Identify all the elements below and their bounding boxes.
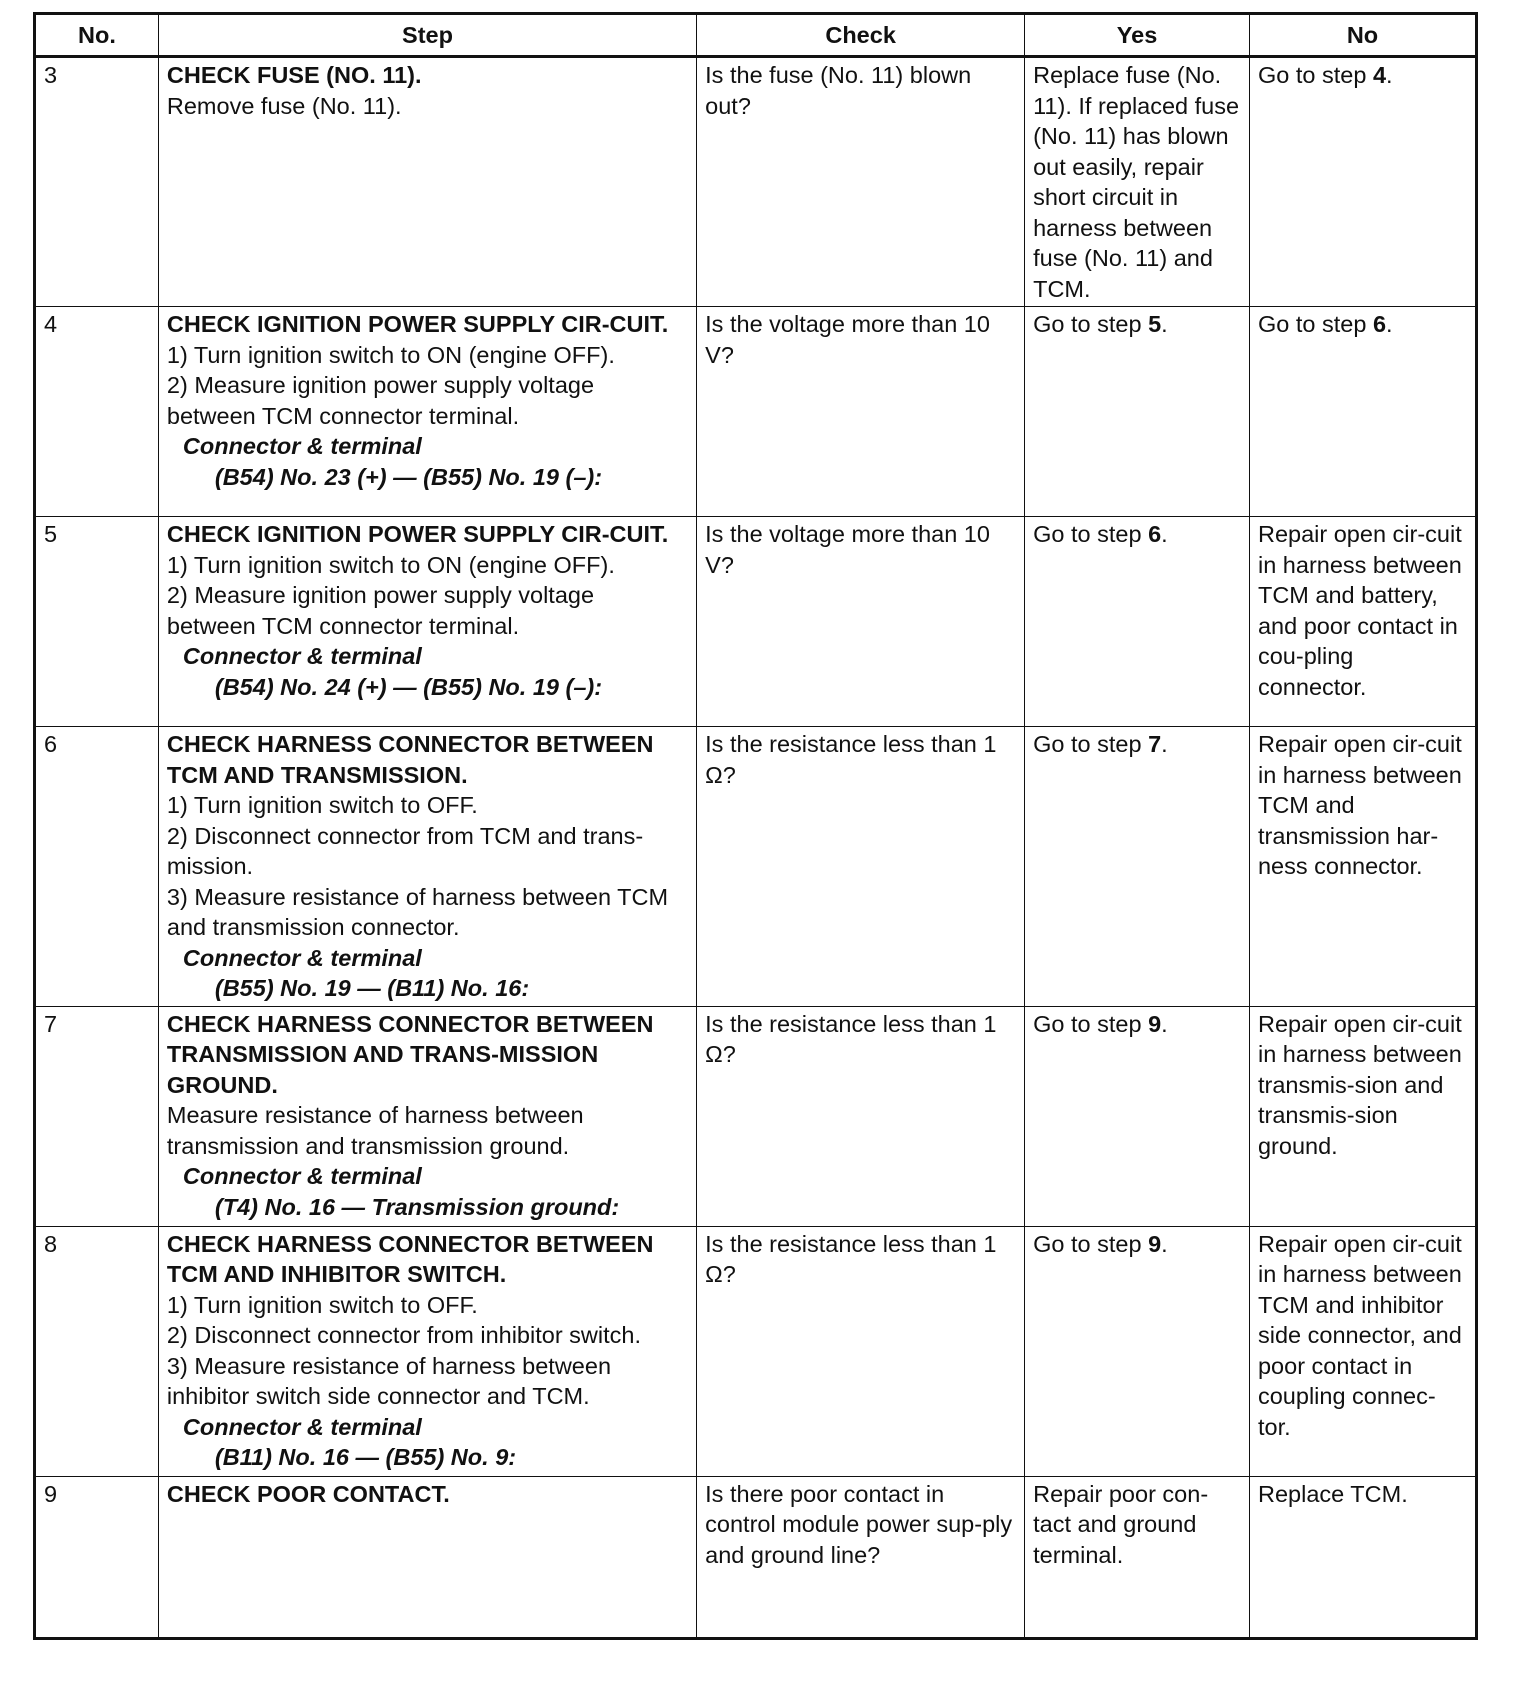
step-instruction: 2) Measure ignition power supply voltage between TCM connector terminal. bbox=[166, 372, 595, 429]
step-cell bbox=[158, 517, 696, 727]
connector-value: (B11) No. 16 — (B55) No. 9: bbox=[214, 1444, 517, 1470]
step-instruction: 2) Disconnect connector from inhibitor switch. bbox=[166, 1322, 641, 1348]
goto-text: Go to step bbox=[1257, 62, 1373, 88]
connector-label: Connector & terminal bbox=[182, 1413, 422, 1440]
header-no: No. bbox=[35, 14, 159, 57]
goto-step: 9 bbox=[1148, 1230, 1162, 1257]
connector-value: (B54) No. 24 (+) — (B55) No. 19 (–): bbox=[214, 673, 603, 700]
step-title: CHECK IGNITION POWER SUPPLY CIR-CUIT. bbox=[166, 521, 669, 547]
step-title: CHECK HARNESS CONNECTOR BETWEEN TCM AND TRANSMISSION. bbox=[166, 731, 654, 788]
step-instruction: 1) Turn ignition switch to OFF. bbox=[166, 792, 478, 818]
connector-value: (T4) No. 16 — Transmission ground: bbox=[214, 1193, 620, 1220]
check-cell: Is the resistance less than 1 Ω? bbox=[697, 1226, 1025, 1476]
table-row bbox=[35, 1476, 1477, 1638]
step-title: CHECK POOR CONTACT. bbox=[166, 1480, 450, 1507]
step-instruction: 1) Turn ignition switch to ON (engine OFF). bbox=[166, 341, 615, 368]
row-number: 7 bbox=[35, 1006, 159, 1226]
no-cell: Repair open cir-cuit in harness between TCM and transmission har-ness connector. bbox=[1249, 727, 1476, 1007]
yes-cell: Go to step 6. bbox=[1025, 517, 1250, 727]
goto-text: Go to step bbox=[1033, 1010, 1149, 1037]
table-row bbox=[35, 517, 1477, 727]
goto-step: 5 bbox=[1148, 311, 1162, 337]
row-number: 4 bbox=[35, 307, 159, 517]
connector-label: Connector & terminal bbox=[182, 643, 422, 669]
table-row bbox=[35, 1226, 1477, 1476]
yes-cell: Go to step 9. bbox=[1025, 1006, 1250, 1226]
yes-cell: Go to step 9. bbox=[1025, 1226, 1250, 1476]
header-yes: Yes bbox=[1025, 14, 1250, 57]
step-instruction: Measure resistance of harness between transmission and transmission ground. bbox=[166, 1102, 584, 1159]
row-number: 3 bbox=[35, 57, 159, 307]
connector-label: Connector & terminal bbox=[182, 433, 422, 459]
table-row bbox=[35, 307, 1477, 517]
no-cell: Repair open cir-cuit in harness between TCM and inhibitor side connector, and poor contact in coupling connec-tor. bbox=[1249, 1226, 1476, 1476]
check-cell: Is the voltage more than 10 V? bbox=[697, 307, 1025, 517]
goto-text: Go to step bbox=[1033, 731, 1149, 757]
step-instruction: 2) Disconnect connector from TCM and trans-mission. bbox=[166, 822, 644, 879]
table-row bbox=[35, 1006, 1477, 1226]
step-title: CHECK IGNITION POWER SUPPLY CIR-CUIT. bbox=[166, 311, 669, 337]
step-cell bbox=[158, 727, 696, 1007]
row-number: 5 bbox=[35, 517, 159, 727]
yes-cell: Go to step 7. bbox=[1025, 727, 1250, 1007]
row-number: 9 bbox=[35, 1476, 159, 1638]
goto-step: 7 bbox=[1148, 731, 1162, 757]
no-cell: Go to step 4. bbox=[1249, 57, 1476, 307]
goto-step: 9 bbox=[1148, 1010, 1162, 1037]
connector-value: (B54) No. 23 (+) — (B55) No. 19 (–): bbox=[214, 463, 603, 490]
connector-value: (B55) No. 19 — (B11) No. 16: bbox=[214, 975, 530, 1001]
goto-step: 6 bbox=[1372, 311, 1387, 337]
step-instruction: 3) Measure resistance of harness between TCM and transmission connector. bbox=[166, 883, 669, 940]
step-cell bbox=[158, 1006, 696, 1226]
step-instruction: 1) Turn ignition switch to OFF. bbox=[166, 1291, 478, 1318]
check-cell: Is the voltage more than 10 V? bbox=[697, 517, 1025, 727]
step-instruction: 3) Measure resistance of harness between inhibitor switch side connector and TCM. bbox=[166, 1352, 612, 1409]
header-check: Check bbox=[697, 14, 1025, 57]
check-cell: Is the resistance less than 1 Ω? bbox=[697, 727, 1025, 1007]
check-cell: Is the resistance less than 1 Ω? bbox=[697, 1006, 1025, 1226]
goto-text: Go to step bbox=[1033, 311, 1149, 337]
connector-label: Connector & terminal bbox=[182, 944, 422, 971]
goto-text: Go to step bbox=[1257, 311, 1373, 337]
step-instruction: 1) Turn ignition switch to ON (engine OFF). bbox=[166, 551, 615, 578]
step-title: CHECK FUSE (NO. 11). bbox=[166, 62, 422, 88]
yes-cell: Replace fuse (No. 11). If replaced fuse (No. 11) has blown out easily, repair short circuit in harness between fuse (No. 11) and TCM. bbox=[1025, 57, 1250, 307]
step-instruction: Remove fuse (No. 11). bbox=[166, 92, 402, 119]
table-row bbox=[35, 57, 1477, 307]
step-cell bbox=[158, 57, 696, 307]
goto-text: Go to step bbox=[1033, 1230, 1149, 1257]
header-no-result: No bbox=[1249, 14, 1476, 57]
header-step: Step bbox=[158, 14, 696, 57]
no-cell: Go to step 6. bbox=[1249, 307, 1476, 517]
step-cell bbox=[158, 307, 696, 517]
check-cell: Is there poor contact in control module power sup-ply and ground line? bbox=[697, 1476, 1025, 1638]
row-number: 6 bbox=[35, 727, 159, 1007]
connector-label: Connector & terminal bbox=[182, 1163, 422, 1189]
row-number: 8 bbox=[35, 1226, 159, 1476]
step-instruction: 2) Measure ignition power supply voltage between TCM connector terminal. bbox=[166, 582, 595, 639]
diagnostic-table bbox=[33, 12, 1478, 1640]
no-cell: Replace TCM. bbox=[1249, 1476, 1476, 1638]
step-cell bbox=[158, 1226, 696, 1476]
goto-text: Go to step bbox=[1033, 521, 1149, 547]
yes-cell: Go to step 5. bbox=[1025, 307, 1250, 517]
goto-step: 6 bbox=[1148, 521, 1162, 547]
step-cell bbox=[158, 1476, 696, 1638]
goto-step: 4 bbox=[1372, 62, 1387, 88]
check-cell: Is the fuse (No. 11) blown out? bbox=[697, 57, 1025, 307]
table-row bbox=[35, 727, 1477, 1007]
step-title: CHECK HARNESS CONNECTOR BETWEEN TCM AND INHIBITOR SWITCH. bbox=[166, 1230, 654, 1287]
no-cell: Repair open cir-cuit in harness between transmis-sion and transmis-sion ground. bbox=[1249, 1006, 1476, 1226]
no-cell: Repair open cir-cuit in harness between TCM and battery, and poor contact in cou-pling connector. bbox=[1249, 517, 1476, 727]
yes-cell: Repair poor con-tact and ground terminal. bbox=[1025, 1476, 1250, 1638]
header-row bbox=[35, 14, 1477, 57]
step-title: CHECK HARNESS CONNECTOR BETWEEN TRANSMISSION AND TRANS-MISSION GROUND. bbox=[166, 1010, 654, 1098]
